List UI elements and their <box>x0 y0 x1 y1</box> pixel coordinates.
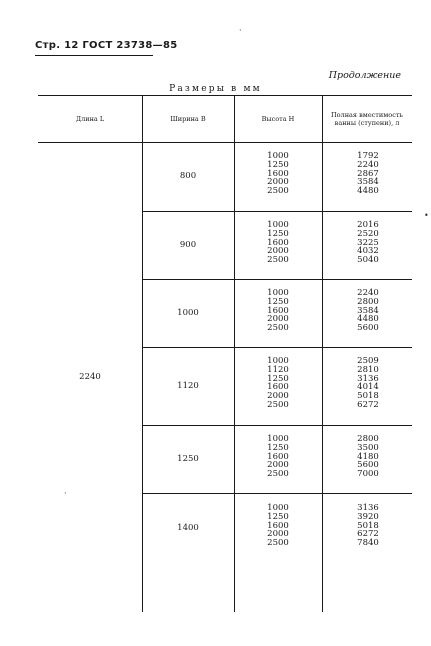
header-underline <box>35 55 153 56</box>
capacity-list <box>324 504 412 548</box>
height-value: 1600 <box>267 520 289 531</box>
column-divider-height <box>322 95 323 612</box>
column-header-width: Ширина B <box>170 114 206 123</box>
width-value: 1000 <box>177 308 199 318</box>
capacity-value: 3136 <box>357 373 379 384</box>
height-value: 1250 <box>267 373 289 384</box>
capacity-value: 5600 <box>357 460 379 471</box>
capacity-value: 4480 <box>357 314 379 325</box>
capacity-list <box>324 221 412 265</box>
height-value: 2500 <box>267 323 289 334</box>
height-value: 2000 <box>267 460 289 471</box>
height-value: 1250 <box>267 442 289 453</box>
width-value: 1400 <box>177 523 199 533</box>
capacity-value: 4032 <box>357 246 379 257</box>
height-value: 1000 <box>267 288 289 298</box>
capacity-value: 5600 <box>357 323 379 334</box>
height-value: 1250 <box>267 159 289 170</box>
height-value: 2000 <box>267 246 289 257</box>
scan-speck: • <box>424 211 429 220</box>
height-list <box>236 221 320 265</box>
capacity-list <box>324 357 412 410</box>
height-value: 1600 <box>267 382 289 393</box>
height-value: 2500 <box>267 399 289 410</box>
height-value: 1000 <box>267 434 289 444</box>
height-value: 1120 <box>267 364 289 375</box>
height-value: 1000 <box>267 503 289 513</box>
capacity-value: 4480 <box>357 186 379 197</box>
height-value: 1250 <box>267 228 289 239</box>
column-header-height: Высота H <box>261 114 295 123</box>
width-value: 900 <box>179 240 197 250</box>
capacity-value: 2016 <box>357 220 379 230</box>
capacity-value: 4014 <box>357 382 379 393</box>
height-value: 2000 <box>267 314 289 325</box>
scan-speck: · <box>239 26 242 35</box>
width-value: 1120 <box>177 381 199 391</box>
row-separator <box>142 347 412 348</box>
height-value: 2000 <box>267 177 289 188</box>
height-value: 1000 <box>267 151 289 161</box>
capacity-value: 4180 <box>357 451 379 462</box>
capacity-value: 2240 <box>357 288 379 298</box>
height-value: 1600 <box>267 237 289 248</box>
continued-label: Продолжение <box>328 70 401 81</box>
width-value: 800 <box>179 171 197 181</box>
height-list <box>236 152 320 196</box>
height-list <box>236 289 320 333</box>
capacity-value: 3136 <box>357 503 379 513</box>
capacity-value: 3920 <box>357 511 379 522</box>
capacity-value: 3584 <box>357 177 379 188</box>
capacity-value: 2520 <box>357 228 379 239</box>
capacity-value: 1792 <box>357 151 379 161</box>
column-divider-width <box>234 95 235 612</box>
height-value: 1000 <box>267 356 289 366</box>
capacity-value: 7000 <box>357 469 379 480</box>
table-caption: Размеры в мм <box>169 84 262 94</box>
height-list <box>236 435 320 479</box>
row-separator <box>142 425 412 426</box>
height-list <box>236 504 320 548</box>
dimensions-table <box>38 95 412 612</box>
height-value: 2500 <box>267 255 289 266</box>
capacity-list <box>324 152 412 196</box>
column-header-capacity: Полная вместимость ванны (ступени), л <box>331 110 403 127</box>
height-value: 1250 <box>267 511 289 522</box>
capacity-value: 2867 <box>357 168 379 179</box>
capacity-value: 2800 <box>357 434 379 444</box>
length-value: 2240 <box>79 372 101 382</box>
page-header: Стр. 12 ГОСТ 23738—85 <box>35 40 178 51</box>
width-value: 1250 <box>177 454 199 464</box>
height-value: 2500 <box>267 469 289 480</box>
capacity-list <box>324 289 412 333</box>
capacity-value: 6272 <box>357 399 379 410</box>
capacity-value: 6272 <box>357 529 379 540</box>
height-value: 2500 <box>267 186 289 197</box>
height-value: 1600 <box>267 168 289 179</box>
height-list <box>236 357 320 410</box>
capacity-value: 5018 <box>357 520 379 531</box>
row-separator <box>142 493 412 494</box>
capacity-value: 5040 <box>357 255 379 266</box>
height-value: 2000 <box>267 529 289 540</box>
capacity-value: 5018 <box>357 391 379 402</box>
capacity-value: 2810 <box>357 364 379 375</box>
height-value: 2500 <box>267 538 289 549</box>
height-value: 1000 <box>267 220 289 230</box>
scan-speck: · <box>64 489 67 498</box>
capacity-value: 2509 <box>357 356 379 366</box>
capacity-list <box>324 435 412 479</box>
column-header-length: Длина L <box>75 114 105 123</box>
capacity-value: 2240 <box>357 159 379 170</box>
row-separator <box>142 279 412 280</box>
capacity-value: 3584 <box>357 305 379 316</box>
capacity-value: 3500 <box>357 442 379 453</box>
height-value: 2000 <box>267 391 289 402</box>
capacity-value: 7840 <box>357 538 379 549</box>
height-value: 1250 <box>267 296 289 307</box>
capacity-value: 2800 <box>357 296 379 307</box>
height-value: 1600 <box>267 305 289 316</box>
capacity-value: 3225 <box>357 237 379 248</box>
table-header-rule <box>38 142 412 143</box>
row-separator <box>142 211 412 212</box>
height-value: 1600 <box>267 451 289 462</box>
